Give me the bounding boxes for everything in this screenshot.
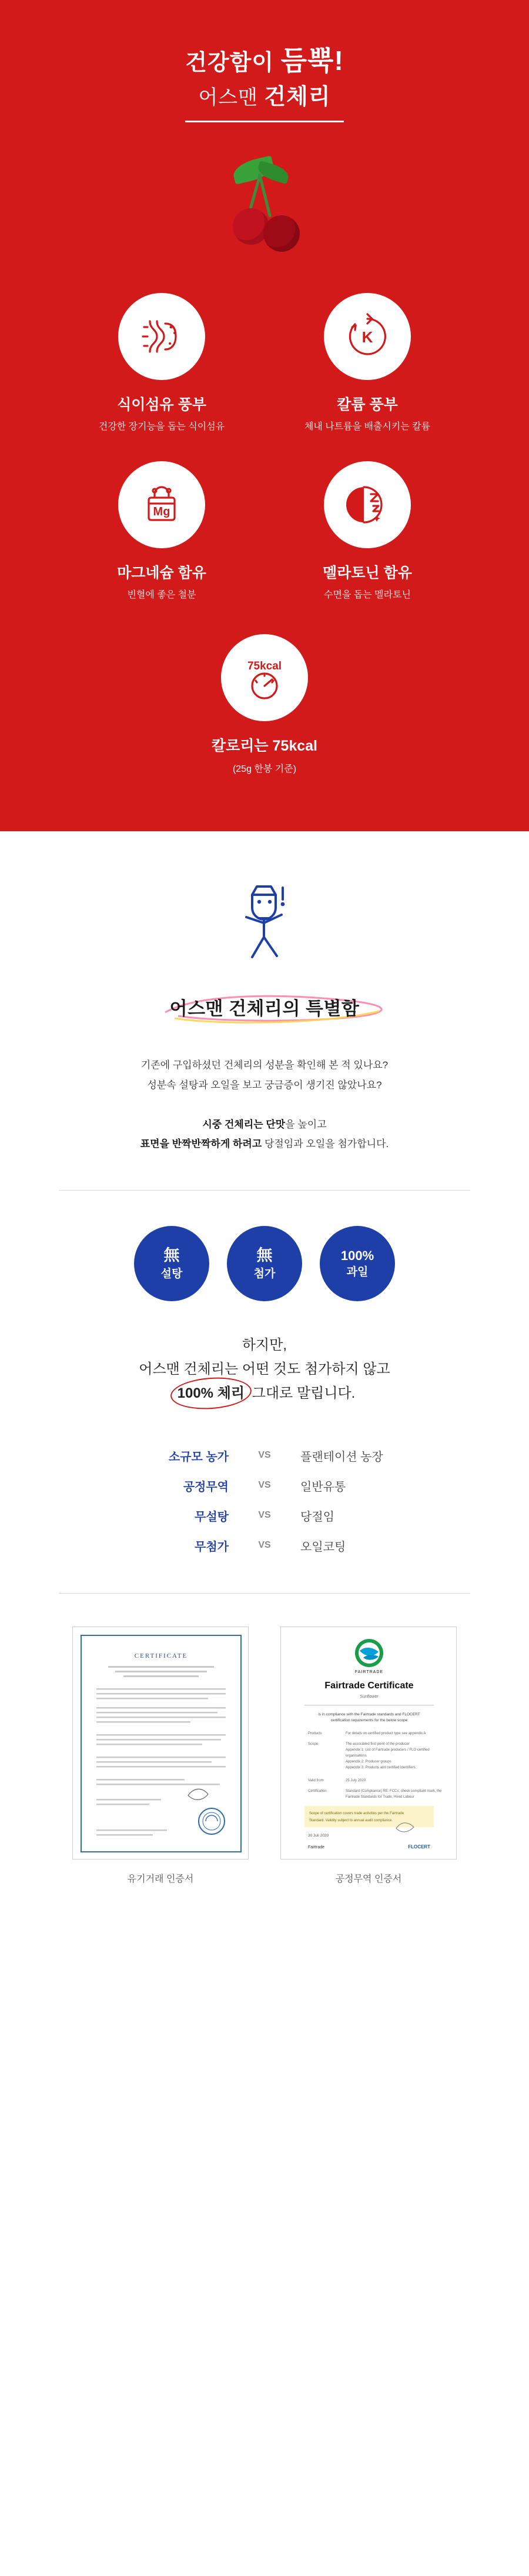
comparison-vs-label: VS: [258, 1510, 271, 1521]
svg-text:Appendix 1: List of Fairtrade: Appendix 1: List of Fairtrade producers / FLO certified: [346, 1748, 430, 1752]
feature-title: 식이섬유 풍부: [117, 396, 206, 414]
explain-line-1: [0, 1115, 529, 1134]
special-title: 어스맨 건체리의 특별함: [169, 998, 360, 1019]
feature-title: 멜라토닌 함유: [323, 565, 412, 582]
hero-title-line2: [185, 82, 344, 112]
certificate-fairtrade-image: [280, 1627, 457, 1859]
detail-section: [0, 831, 529, 1931]
badge-label: 과일: [346, 1266, 369, 1279]
claim-line-2: 어스맨 건체리는 어떤 것도 첨가하지 않고: [139, 1361, 390, 1378]
svg-text:Valid from: Valid from: [308, 1778, 324, 1782]
usman-mascot-icon: [226, 875, 303, 963]
svg-text:organisations: organisations: [346, 1754, 367, 1758]
hero-title-line1-plain: 건강함이: [185, 51, 281, 75]
comparison-table: [94, 1447, 435, 1554]
comparison-right: 당절임: [300, 1510, 334, 1524]
intro-line-1: 기존에 구입하셨던 건체리의 성분을 확인해 본 적 있나요?: [140, 1059, 389, 1071]
badge-circle-group: [0, 1226, 529, 1301]
claim-block: [0, 1333, 529, 1406]
feature-sub: 수면을 돕는 멜라토닌: [324, 590, 411, 601]
hero-section: [0, 0, 529, 831]
intestine-icon: [118, 293, 205, 380]
claim-line-3-rest: 그대로 말립니다.: [248, 1385, 356, 1402]
explain-line-2-bold: 표면을 반짝반짝하게 하려고: [140, 1138, 262, 1149]
explain-line-1-rest: 을 높이고: [285, 1118, 327, 1130]
feature-title: 칼륨 풍부: [337, 396, 398, 414]
calories-title: 칼로리는 75kcal: [211, 738, 317, 755]
potassium-k-icon: [324, 293, 411, 380]
hero-title-product: 건체리: [264, 85, 331, 110]
comparison-vs-label: VS: [258, 1480, 271, 1491]
svg-text:certification requirements for: certification requirements for the below scope: [330, 1718, 408, 1722]
feature-item-calories: [71, 634, 458, 775]
comparison-right: 오일코팅: [300, 1540, 346, 1554]
feature-sub: 빈혈에 좋은 철분: [127, 590, 196, 601]
feature-sub: 체내 나트륨을 배출시키는 칼륨: [304, 422, 431, 432]
badge-symbol: 無: [256, 1246, 273, 1264]
feature-item-potassium: [294, 293, 441, 434]
explain-line-2: [0, 1134, 529, 1154]
hero-title: [179, 42, 350, 131]
badge-symbol: 100%: [340, 1248, 374, 1263]
svg-text:Appendix 3: Products and certi: Appendix 3: Products and certified identifiers: [346, 1765, 416, 1769]
svg-text:Mg: Mg: [153, 505, 170, 519]
badge-symbol: 無: [163, 1246, 180, 1264]
badge-label: 첨가: [253, 1268, 276, 1281]
claim-highlight: [174, 1381, 248, 1405]
certificate-fairtrade-title: Fairtrade Certificate: [324, 1680, 414, 1691]
claim-line-1: 하지만,: [242, 1337, 287, 1353]
hero-title-line1: [185, 42, 344, 79]
explain-paragraph: [0, 1115, 529, 1154]
svg-text:25 July 2020: 25 July 2020: [346, 1778, 366, 1782]
hero-title-underline: [185, 121, 344, 122]
divider-top: [59, 1190, 470, 1191]
feature-sub: 건강한 장기능을 돕는 식이섬유: [98, 422, 225, 432]
comparison-right: 플랜테이션 농장: [300, 1450, 383, 1464]
certificate-footer-right: FLOCERT: [408, 1844, 430, 1849]
comparison-left: 소규모 농가: [168, 1450, 229, 1464]
svg-text:For details on certified produ: For details on certified product type see appendix A: [346, 1731, 426, 1735]
comparison-vs-label: VS: [258, 1450, 271, 1461]
svg-text:Appendix 2: Producer groups: Appendix 2: Producer groups: [346, 1759, 391, 1764]
certificate-organic: [72, 1627, 249, 1885]
table-row: [94, 1477, 435, 1494]
svg-text:Fairtrade Standards for Trade,: Fairtrade Standards for Trade, Hired Labour: [346, 1795, 414, 1799]
table-row: [94, 1447, 435, 1464]
svg-text:Scope: Scope: [308, 1742, 319, 1746]
certificate-organic-title: CERTIFICATE: [134, 1652, 188, 1659]
comparison-right: 일반유통: [300, 1480, 346, 1494]
svg-text:Sunflower: Sunflower: [360, 1694, 379, 1699]
comparison-left: 무설탕: [195, 1510, 229, 1524]
svg-text:K: K: [361, 328, 373, 346]
svg-text:The associated first point of: The associated first point of the producer: [346, 1742, 410, 1746]
claim-line-3: [0, 1381, 529, 1405]
feature-item-magnesium: [88, 461, 235, 602]
comparison-vs-label: VS: [258, 1540, 271, 1551]
explain-line-1-bold: 시중 건체리는 단맛: [202, 1118, 286, 1130]
svg-text:Certification: Certification: [308, 1789, 327, 1793]
certificate-organic-caption: 유기거래 인증서: [127, 1874, 194, 1884]
certificate-date: 30 Juli 2020: [308, 1833, 329, 1838]
intro-paragraph: [0, 1055, 529, 1094]
svg-text:Standard (Compliance) RE: FCCs: Standard (Compliance) RE: FCCs, check compliant mark, the: [346, 1789, 442, 1793]
svg-text:is in compliance with the Fair: is in compliance with the Fairtrade standards and FLOCERT: [318, 1712, 420, 1717]
feature-title: 마그네슘 함유: [117, 565, 206, 582]
claim-highlight-text: 100% 체리: [177, 1385, 245, 1402]
divider-bottom: [59, 1593, 470, 1594]
cherry-illustration-icon: [212, 158, 317, 258]
kcal-badge-text: 75kcal: [247, 660, 282, 673]
feature-item-fiber: [88, 293, 235, 434]
intro-line-2: 성분속 설탕과 오일을 보고 궁금증이 생기진 않았나요?: [147, 1079, 382, 1091]
certificate-fairtrade: [280, 1627, 457, 1885]
comparison-left: 공정무역: [183, 1480, 229, 1494]
explain-line-2-rest: 당절임과 오일을 첨가합니다.: [262, 1138, 389, 1149]
table-row: [94, 1537, 435, 1554]
calories-sub: (25g 한봉 기준): [232, 764, 297, 775]
feature-grid: [71, 293, 458, 775]
certificate-footer-left: Fairtrade: [308, 1845, 325, 1849]
svg-text:Scope of certification covers: Scope of certification covers trade activities per the Fairtrade: [309, 1811, 404, 1815]
hero-title-brand: 어스맨: [198, 86, 264, 109]
table-row: [94, 1507, 435, 1524]
badge-no-additive: [227, 1226, 302, 1301]
comparison-left: 무첨가: [195, 1540, 229, 1554]
scale-75kcal-icon: [221, 634, 308, 721]
certificate-organic-image: [72, 1627, 249, 1859]
feature-item-melatonin: [294, 461, 441, 602]
certificate-group: [0, 1627, 529, 1885]
melatonin-sleep-icon: [324, 461, 411, 548]
badge-no-sugar: [134, 1226, 209, 1301]
svg-text:Standard. Validity subject to: Standard. Validity subject to annual audit compliance.: [309, 1818, 393, 1822]
magnesium-mg-icon: [118, 461, 205, 548]
svg-text:Products: Products: [308, 1731, 322, 1735]
certificate-fairtrade-caption: 공정무역 인증서: [335, 1874, 402, 1884]
badge-label: 설탕: [160, 1268, 183, 1281]
fairtrade-brand: FAIRTRADE: [354, 1669, 384, 1674]
cherry-fruit-right-icon: [263, 215, 300, 252]
badge-100-fruit: [320, 1226, 395, 1301]
hero-title-line1-accent: 듬뿍!: [280, 45, 344, 76]
special-title-block: [155, 990, 375, 1024]
